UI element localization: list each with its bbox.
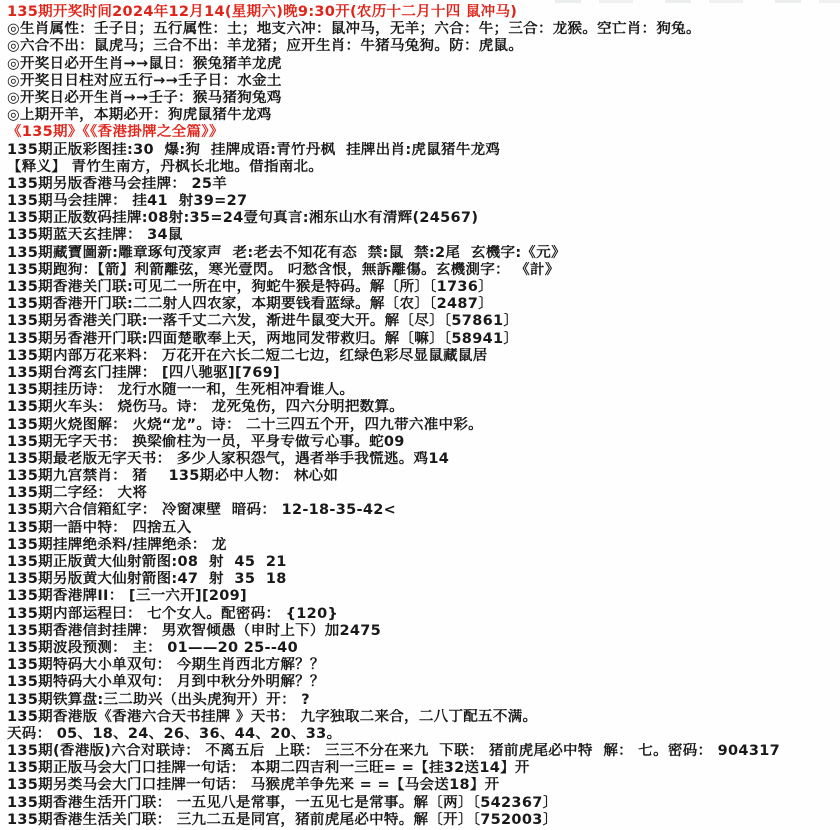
info-line: 135期无字天书： 换梁偷柱为一员，平身专做亏心事。蛇09 — [7, 433, 405, 450]
info-line: 135期内部万花来料： 万花开在六长二短二七边，红绿色彩尽显鼠藏鼠居 — [7, 347, 488, 364]
info-line: 135期(香港版)六合对联诗： 不离五后 上联： 三三不分在来九 下联： 猪前虎尾必中特 解： 七。密码： 904317 — [7, 743, 780, 760]
info-line: 135期香港牌II： [三一六开][209] — [7, 588, 247, 605]
info-line: 135期香港信封挂牌： 男欢智倾愚（申时上下）加2475 — [7, 622, 382, 639]
info-line: 135期内部运程曰： 七个女人。配密码： {120} — [7, 605, 339, 622]
info-line-red: 135期开奖时间2024年12月14(星期六)晚9:30开(农历十二月十四 鼠冲马) — [7, 4, 518, 20]
info-line: 135期蓝天玄挂牌： 34鼠 — [7, 227, 183, 244]
info-line: 135期跑狗：【箭】利箭離弦，寒光壹閃。 叼愁含恨，無訴離傷。玄機測字： 《計》 — [7, 261, 560, 278]
info-line: ◎开奖日必开生肖→→壬子：猴马猪狗兔鸡 — [7, 89, 282, 106]
info-line: 135期特码大小单双句： 月到中秋分外明解？？ — [7, 674, 325, 691]
info-line: 135期香港关门联:可见二一所在中，狗蛇牛猴是特码。解〔所〕〔1736〕 — [7, 279, 493, 295]
info-line: 135期香港生活关门联： 三九二五是同宫，猪前虎尾必中特。解〔开〕〔752003〕 — [7, 811, 558, 828]
info-line: 天码： 05、18、24、26、36、44、20、33。 — [7, 725, 342, 742]
info-line: 135期另类马会大门口挂牌一句话： 马猴虎羊争先来 = =【马会送18】开 — [7, 777, 500, 794]
cropped-text-artifact — [555, 0, 840, 3]
info-line: 135期马会挂牌： 挂41 射39=27 — [7, 193, 248, 210]
info-line: 135期九宫禁肖： 猪 135期必中人物： 林心如 — [7, 468, 339, 485]
info-line: ◎开奖日必开生肖→→鼠日：猴兔猪羊龙虎 — [7, 55, 282, 72]
info-line: 135期另香港开门联:四面楚歌奉上天，两地同发带救归。解〔嘛〕〔58941〕 — [7, 330, 519, 347]
info-line: ◎生肖属性：壬子日；五行属性：土；地支六冲：鼠冲马，无羊；六合：牛；三合：龙猴。空亡肖：狗兔。 — [7, 21, 701, 38]
info-line: 135期火烧图解： 火烧“龙”。诗： 二十三四五个开，四九带六准中彩。 — [7, 416, 483, 433]
info-line: 135期另版香港马会挂牌： 25羊 — [7, 175, 228, 192]
info-line: 135期六合信箱紅字： 冷窗凍壁 暗码： 12-18-35-42< — [7, 502, 397, 519]
info-line: 135期特码大小单双句： 今期生肖西北方解？？ — [7, 657, 325, 674]
info-line: 135期正版数码挂牌:08射:35=24壹句真言:湘东山水有清辉(24567) — [7, 210, 479, 227]
info-line: ◎六合不出：鼠虎马；三合不出：羊龙猪；应开生肖：牛猪马兔狗。防：虎鼠。 — [7, 38, 524, 55]
info-line-red: 《135期》《《香港掛牌之全篇》》 — [7, 124, 224, 141]
info-line: 135期波段预测： 主： 01——20 25--40 — [7, 639, 298, 656]
info-line: 135期二字经： 大将 — [7, 485, 148, 502]
info-line: 135期正版马会大门口挂牌一句话： 本期二四吉利一三旺= =【挂32送14】开 — [7, 760, 530, 777]
info-line: 135期一語中特： 四捨五入 — [7, 519, 192, 536]
info-line: 135期香港版《香港六合天书挂牌 》天书： 九字独取二来合，二八丁配五不满。 — [7, 708, 538, 725]
info-line: 135期藏寶圖新:雕章琢句茂家声 老:老去不知花有态 禁:鼠 禁:2尾 玄機字:《元》 — [7, 244, 566, 261]
info-line: 135期挂历诗： 龙行水随一一和，生死相冲看谁人。 — [7, 382, 355, 399]
info-line: 135期最老版无字天书： 多少人家积怨气，遇者举手我慌逃。鸡14 — [7, 450, 450, 467]
info-line: ◎开奖日日柱对应五行→→壬子日：水金土 — [7, 72, 282, 89]
info-line: 135期正版彩图挂:30 爆:狗 挂牌成语:青竹丹枫 挂牌出肖:虎鼠猪牛龙鸡 — [7, 141, 501, 158]
info-line: 135期火车头： 烧伤马。诗： 龙死兔伤，四六分明把数算。 — [7, 399, 405, 416]
info-line: 135期正版黄大仙射箭图:08 射 45 21 — [7, 554, 287, 570]
info-line: 135期另香港关门联:一落千丈二六发，渐进牛鼠变大开。解〔尽〕〔57861〕 — [7, 313, 519, 330]
info-line: 135期铁算盘:三二助兴（出头虎狗开）开： ? — [7, 691, 310, 708]
info-line: 135期挂牌绝杀料/挂牌绝杀： 龙 — [7, 536, 227, 553]
info-line: 135期台湾玄门挂牌： [四八驰驱][769] — [7, 364, 280, 381]
info-line: 135期香港开门联:二二射人四农家，本期要钱看蓝绿。解〔农〕〔2487〕 — [7, 296, 493, 313]
info-line: 135期香港生活开门联： 一五见八是常事，一五见七是常事。解〔两〕〔542367〕 — [7, 794, 558, 811]
text-lines-container — [7, 4, 840, 829]
info-line: ◎上期开羊，本期必开：狗虎鼠猪牛龙鸡 — [7, 107, 272, 124]
info-line: 135期另版黄大仙射箭图:47 射 35 18 — [7, 571, 287, 588]
info-line: 【释义】 青竹生南方，丹枫长北地。借指南北。 — [7, 158, 324, 175]
